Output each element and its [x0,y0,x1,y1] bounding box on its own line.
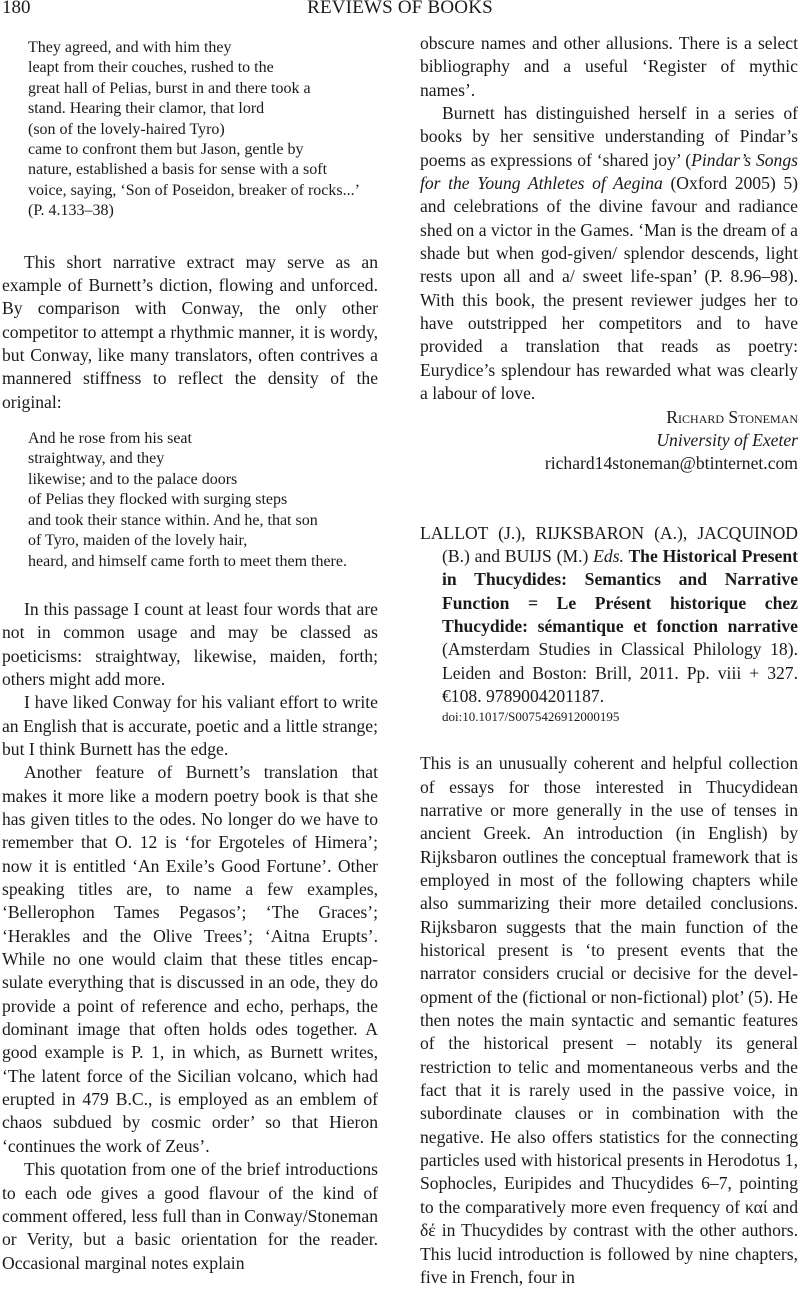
verse-line: (P. 4.133–38) [28,202,114,220]
verse-line: heard, and himself came forth to meet them there. [28,552,347,570]
left-column [2,38,378,1275]
running-title: REVIEWS OF BOOKS [307,0,493,18]
text-run: Burnett has distinguished herself in a series of books by her sensitive understanding of Pindar’s poems as expressions of ‘shared joy’ ( [420,103,798,170]
text-run: (Oxford 2005) 5) and celebrations of the divine favour and radiance shed on a victor in the Games. ‘Man is the dream of a shade but when god-given/ splendor descends, light rests upon all and a/ sweet life-span’ (P. 8.96–98). With this book, the present reviewer judges her to have outstripped her competitors and to have provided a translation that reads as poetry: Eurydice’s splendour has rewarded what was clearly a labour of love. [420,173,798,404]
verse-line: leapt from their couches, rushed to the [28,59,274,77]
review-doi[interactable]: doi:10.1017/S0075426912000195 [442,709,620,725]
reviewer-affiliation: University of Exeter [656,429,798,450]
review-heading [420,522,798,709]
page-number: 180 [2,0,31,18]
body-paragraph: This is an unusually coherent and helpful collection of essays for those interested in Thucydidean narrative or more generally in the use of tenses in ancient Greek. An introduction (in English) by Rijksbaron outlines the conceptual framework that is employed in most of the following chapters while also summarizing their more detailed conclusions. Rijksbaron suggests that the main function of the historical present is ‘to present events that the narrator considers crucial or decisive for the development of the (fictional or non-fictional) plot’ (5). He then notes the main syntactic and semantic features of the historical present – notably its general restriction to telic and momentaneous verbs and the fact that it is rarely used in the passive voice, in subordinate clauses or in combination with the negative. He also offers statistics for the connecting particles used with historical presents in Herodotus 1, Sophocles, Euripides and Thucydides 6–7, pointing to the comparatively more even frequency of καί and δέ in Thucydides by contrast with the other authors. This lucid introduction is followed by nine chapters, five in French, four in [420,753,798,1287]
review-book-title: The Historical Present in Thucydides: Semantics and Narrative Function = Le Présent historique chez Thucydide: sémantique et fonction narrative [442,545,798,636]
verse-line: voice, saying, ‘Son of Poseidon, breaker of rocks...’ [28,181,360,199]
review-eds: Eds. [593,545,624,566]
verse-quotation-burnett [2,38,378,222]
verse-line: stand. Hearing their clamor, that lord [28,100,265,118]
verse-line: nature, established a basis for sense with a soft [28,161,328,179]
verse-line: came to confront them but Jason, gentle by [28,141,304,159]
verse-line: straightway, and they [28,450,165,468]
reviewer-signature [420,406,798,476]
body-paragraph: Another feature of Burnett’s translation that makes it more like a modern poetry book is that she has given titles to the odes. No longer do we have to remember that O. 12 is ‘for Ergoteles of Himera’; now it is entitled ‘An Exile’s Good Fortune’. Other speaking titles are, to name a few examples, ‘Bellerophon Tames Pegasos’; ‘The Graces’; ‘Herakles and the Olive Trees’; ‘Aitna Erupts’. While no one would claim that these titles encapsulate everything that is discussed in an ode, they do provide a point of reference and echo, perhaps, the dominant image that often holds odes together. A good example is P. 1, in which, as Burnett writes, ‘The latent force of the Sicilian volcano, which had erupted in 479 B.C., is employed as an emblem of chaos subdued by cosmic order’ so that Hieron ‘continues the work of Zeus’. [2,762,378,1156]
verse-line: They agreed, and with him they [28,39,232,56]
reviewer-email[interactable]: richard14stoneman@btinternet.com [544,453,798,474]
verse-line: of Tyro, maiden of the lovely hair, [28,532,248,550]
verse-line: of Pelias they flocked with surging steps [28,491,288,509]
verse-line: and took their stance within. And he, that son [28,511,318,529]
verse-line: great hall of Pelias, burst in and there took a [28,79,311,97]
verse-line: And he rose from his seat [28,430,192,448]
body-paragraph: This short narrative extract may serve as an example of Burnett’s diction, flowing and unforced. By comparison with Conway, the only other competitor to attempt a rhythmic manner, it is wordy, but Conway, like many translators, often contrives a mannered stiffness to reflect the density of the original: [2,251,378,412]
reviewer-name: Richard Stoneman [666,406,798,427]
book-title-italic: Pindar’s Songs for the Young Athletes of Aegina [420,149,798,194]
body-paragraph: This quotation from one of the brief introductions to each ode gives a good flavour of the kind of comment offered, less full than in Conway/Stoneman or Verity, but a basic orientation for the reader. Occasional marginal notes explain [2,1159,378,1273]
verse-line: likewise; and to the palace doors [28,470,238,488]
body-paragraph: In this passage I count at least four words that are not in common usage and may be classed as poeticisms: straightway, likewise, maiden, forth; others might add more. [2,598,378,689]
review-publication-details: (Amsterdam Studies in Classical Philology 18). Leiden and Boston: Brill, 2011. Pp. viii + 327. €108. 9789004201187. [442,639,798,706]
body-paragraph: I have liked Conway for his valiant effort to write an English that is accurate, poetic and a little strange; but I think Burnett has the edge. [2,692,378,759]
body-paragraph [420,102,798,405]
review-authors: LALLOT (J.), RIJKSBARON (A.), JACQUINOD (B.) and BUIJS (M.) [420,522,798,566]
right-column [420,32,798,1289]
verse-line: (son of the lovely-haired Tyro) [28,120,225,138]
body-paragraph: obscure names and other allusions. There is a select bibliography and a useful ‘Register of mythic names’. [420,33,798,100]
verse-quotation-conway [2,429,378,572]
